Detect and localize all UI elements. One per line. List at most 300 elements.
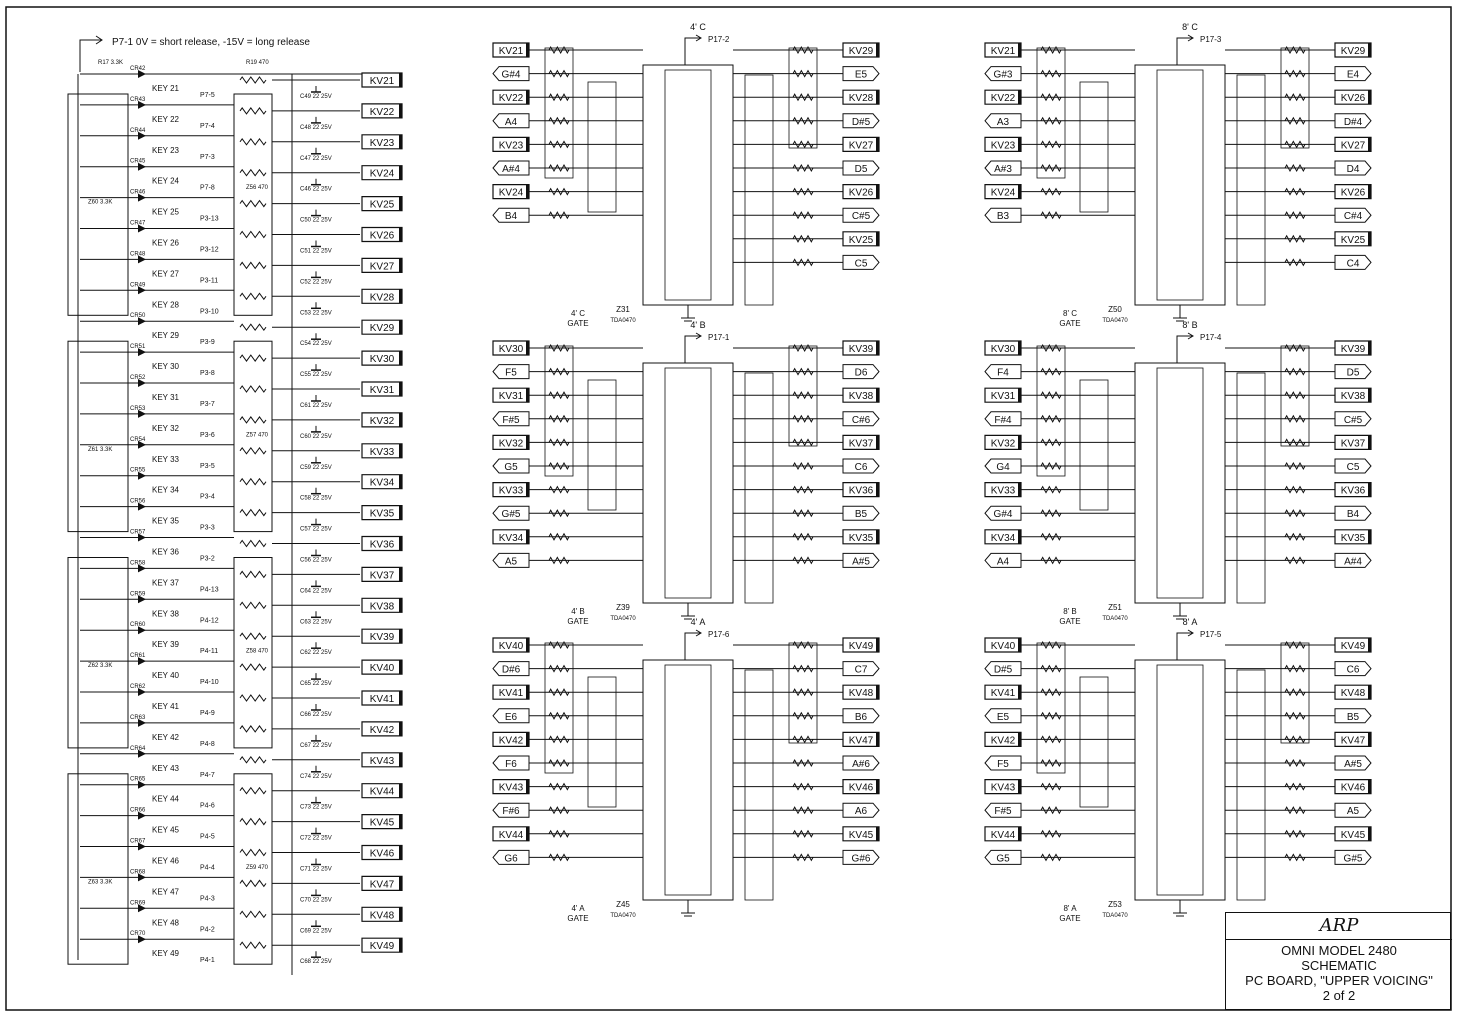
tag-label: G5 <box>996 853 1010 865</box>
output-tag <box>843 90 879 104</box>
cap-label: C53 22 25V <box>300 310 332 317</box>
resistor <box>793 141 813 147</box>
tag-bar <box>876 483 879 497</box>
input-tag <box>493 388 529 402</box>
ic-label: Z53 <box>1108 900 1122 909</box>
diode-label: CR59 <box>130 591 146 598</box>
output-tag <box>843 232 879 246</box>
key-label: KEY 24 <box>152 176 179 186</box>
tag-label: F5 <box>505 367 517 379</box>
tag-label: C7 <box>854 664 868 676</box>
tag-bar <box>1018 732 1021 746</box>
tag-bar <box>876 185 879 199</box>
resistor <box>549 557 569 563</box>
tag-label: C#6 <box>851 414 871 426</box>
resistor <box>240 448 266 454</box>
output-tag <box>1335 850 1371 864</box>
output-tag <box>843 365 879 379</box>
resistor <box>549 212 569 218</box>
cap-label: C51 22 25V <box>300 248 332 255</box>
tag-bar <box>1018 435 1021 449</box>
tag-label: KV33 <box>990 485 1016 497</box>
key-label: KEY 44 <box>152 794 179 804</box>
tag-label: KV22 <box>990 93 1016 105</box>
tag-bar <box>399 228 402 242</box>
tag-bar <box>526 43 529 57</box>
tag-label: KV28 <box>848 93 874 105</box>
diode-label: CR54 <box>130 436 146 443</box>
tag-label: KV25 <box>369 199 395 211</box>
output-tag <box>843 756 879 770</box>
output-tag <box>1335 638 1371 652</box>
output-tag-kv46 <box>362 846 402 860</box>
output-tag <box>1335 208 1371 222</box>
resistor <box>793 118 813 124</box>
pin-label: P7-4 <box>200 122 215 130</box>
tag-bar <box>526 90 529 104</box>
tag-label: KV43 <box>990 782 1016 794</box>
input-tag <box>985 662 1021 676</box>
output-tag <box>1335 161 1371 175</box>
tag-bar <box>1368 732 1371 746</box>
diode-label: CR68 <box>130 869 146 876</box>
tag-label: KV29 <box>848 46 874 57</box>
tag-label: G#5 <box>501 509 521 521</box>
tag-label: KV47 <box>1340 735 1366 747</box>
cap-label: C67 22 25V <box>300 742 332 749</box>
cap-label: C74 22 25V <box>300 773 332 780</box>
resistor <box>1285 141 1305 147</box>
tag-label: KV39 <box>1340 344 1366 355</box>
ic-part: TDA0470 <box>610 913 636 919</box>
resistor <box>793 236 813 242</box>
tag-label: KV41 <box>498 688 524 700</box>
resistor <box>549 760 569 766</box>
resistor <box>1285 212 1305 218</box>
tag-label: A3 <box>996 116 1010 128</box>
resistor <box>240 633 266 639</box>
resistor <box>1285 534 1305 540</box>
key-label: KEY 46 <box>152 856 179 866</box>
resistor <box>1041 487 1061 493</box>
resistor <box>1285 487 1305 493</box>
output-tag-kv42 <box>362 722 402 736</box>
key-label: KEY 22 <box>152 114 179 124</box>
tag-bar <box>1368 827 1371 841</box>
tag-bar <box>399 351 402 365</box>
tag-label: KV23 <box>990 140 1016 152</box>
tag-label: KV46 <box>848 782 874 794</box>
tag-label: KV41 <box>990 688 1016 700</box>
input-tag <box>493 114 529 128</box>
resistor <box>1041 416 1061 422</box>
cap-label: C50 22 25V <box>300 217 332 224</box>
resistor-pack-right2 <box>745 373 773 603</box>
output-tag <box>1335 553 1371 567</box>
resistor <box>549 392 569 398</box>
block-title: 8' C <box>1182 22 1198 32</box>
output-tag-kv25 <box>362 197 402 211</box>
diode-label: CR70 <box>130 931 146 938</box>
network-res-label: Z60 3.3K <box>88 199 113 206</box>
resistor <box>1041 71 1061 77</box>
output-tag <box>1335 459 1371 473</box>
resistor <box>1285 689 1305 695</box>
key-label: KEY 45 <box>152 825 179 835</box>
output-tag-kv41 <box>362 691 402 705</box>
voicing-block-4c <box>493 22 879 328</box>
tag-bar <box>526 732 529 746</box>
tag-label: KV49 <box>1340 641 1366 652</box>
resistor <box>793 416 813 422</box>
output-tag <box>843 780 879 794</box>
tag-label: KV39 <box>848 344 874 355</box>
ic-part: TDA0470 <box>1102 318 1128 324</box>
resistor-pack-left <box>1037 346 1065 476</box>
tag-bar <box>1368 685 1371 699</box>
block-title: 4' A <box>690 617 706 627</box>
cap-label: C64 22 25V <box>300 588 332 595</box>
tag-bar <box>399 382 402 396</box>
diode-label: CR45 <box>130 158 146 165</box>
cap-label: C57 22 25V <box>300 526 332 533</box>
tag-label: F#5 <box>502 414 520 426</box>
tag-label: A#5 <box>852 556 870 568</box>
tag-bar <box>399 197 402 211</box>
tag-bar <box>399 691 402 705</box>
input-tag <box>493 685 529 699</box>
block-title: 8' B <box>1182 320 1198 330</box>
tag-label: A#5 <box>1344 759 1362 770</box>
tag-bar <box>876 341 879 355</box>
tag-bar <box>1018 90 1021 104</box>
pin-label: P3-5 <box>200 462 215 470</box>
tag-label: D#5 <box>993 664 1013 676</box>
diode-label: CR65 <box>130 776 146 783</box>
tag-bar <box>399 598 402 612</box>
tag-label: KV41 <box>369 694 395 705</box>
tag-label: F#5 <box>994 806 1012 818</box>
key-label: KEY 30 <box>152 362 179 372</box>
tag-bar <box>526 780 529 794</box>
output-tag <box>1335 662 1371 676</box>
network-label: Z57 470 <box>246 432 269 439</box>
resistor <box>1041 713 1061 719</box>
ic-label: Z45 <box>616 900 630 909</box>
output-arrow <box>685 35 701 65</box>
cap-label: C70 22 25V <box>300 897 332 904</box>
resistor <box>240 170 266 176</box>
tag-label: KV44 <box>990 829 1016 841</box>
voicing-block-4a <box>493 617 879 923</box>
resistor <box>549 416 569 422</box>
r17-label: R17 3.3K <box>98 60 124 66</box>
tag-label: KV40 <box>990 641 1016 652</box>
output-tag <box>1335 185 1371 199</box>
output-tag <box>1335 90 1371 104</box>
output-tag-kv22 <box>362 104 402 118</box>
r19-label: R19 470 <box>246 60 269 66</box>
cap-label: C59 22 25V <box>300 464 332 471</box>
output-tag <box>843 483 879 497</box>
key-label: KEY 38 <box>152 609 179 619</box>
resistor <box>793 212 813 218</box>
output-tag <box>1335 435 1371 449</box>
tag-bar <box>399 537 402 551</box>
release-note: P7-1 0V = short release, -15V = long release <box>112 37 310 48</box>
tag-label: KV30 <box>990 344 1016 355</box>
tag-label: F#4 <box>994 414 1012 426</box>
diode-label: CR48 <box>130 251 146 258</box>
cap-label: C73 22 25V <box>300 804 332 811</box>
resistor <box>793 487 813 493</box>
input-tag <box>493 662 529 676</box>
output-tag-kv31 <box>362 382 402 396</box>
output-tag-kv24 <box>362 166 402 180</box>
tag-bar <box>399 135 402 149</box>
gate-label: GATE <box>1059 319 1081 328</box>
tag-label: KV24 <box>498 187 524 199</box>
output-tag-kv44 <box>362 784 402 798</box>
output-tag <box>843 412 879 426</box>
tag-bar <box>1368 341 1371 355</box>
resistor-pack-mid <box>1080 82 1108 212</box>
tag-bar <box>399 722 402 736</box>
tag-bar <box>1018 388 1021 402</box>
input-tag <box>985 506 1021 520</box>
resistor <box>1285 118 1305 124</box>
tag-label: KV28 <box>369 292 395 304</box>
output-tag-kv32 <box>362 413 402 427</box>
gate-label: 8' B <box>1063 607 1077 616</box>
tag-label: F#6 <box>502 806 520 818</box>
resistor <box>240 571 266 577</box>
resistor <box>793 854 813 860</box>
output-tag <box>1335 255 1371 269</box>
pin-label: P4-3 <box>200 895 215 903</box>
tag-label: KV32 <box>498 438 524 450</box>
output-tag-kv29 <box>362 320 402 334</box>
gate-label: GATE <box>1059 914 1081 923</box>
tag-label: KV43 <box>498 782 524 794</box>
tag-label: B3 <box>996 211 1010 223</box>
block-title: 4' C <box>690 22 706 32</box>
gate-ic-body <box>1135 660 1225 900</box>
resistor <box>793 392 813 398</box>
pin-label: P3-10 <box>200 308 219 316</box>
resistor <box>549 94 569 100</box>
tag-bar <box>876 435 879 449</box>
cap-label: C68 22 25V <box>300 959 332 966</box>
resistor <box>240 232 266 238</box>
tag-label: C5 <box>1346 462 1360 473</box>
tag-bar <box>876 638 879 652</box>
resistor <box>1285 807 1305 813</box>
tag-label: KV45 <box>1340 829 1366 841</box>
input-tag <box>493 756 529 770</box>
input-tag <box>985 114 1021 128</box>
block-title: 8' A <box>1182 617 1198 627</box>
output-tag <box>1335 732 1371 746</box>
resistor <box>549 784 569 790</box>
resistor-pack-left <box>545 346 573 476</box>
tag-bar <box>526 638 529 652</box>
resistor <box>1285 557 1305 563</box>
output-tag-kv36 <box>362 537 402 551</box>
key-label: KEY 23 <box>152 145 179 155</box>
tag-label: KV25 <box>1340 234 1366 246</box>
tag-label: KV49 <box>848 641 874 652</box>
key-label: KEY 42 <box>152 732 179 742</box>
resistor-network-pack <box>234 94 272 315</box>
resistor <box>549 534 569 540</box>
resistor <box>1285 189 1305 195</box>
tag-label: KV47 <box>369 879 395 891</box>
tag-label: KV37 <box>848 438 874 450</box>
tag-label: D5 <box>854 164 868 175</box>
network-label: Z59 470 <box>246 865 269 872</box>
resistor <box>240 262 266 268</box>
cap-label: C48 22 25V <box>300 124 332 131</box>
output-tag <box>843 732 879 746</box>
resistor <box>793 165 813 171</box>
key-label: KEY 39 <box>152 640 179 650</box>
tag-label: B5 <box>854 509 868 521</box>
input-tag <box>985 208 1021 222</box>
tag-label: KV33 <box>498 485 524 497</box>
output-tag <box>1335 341 1371 355</box>
gate-label: 8' A <box>1063 904 1077 913</box>
tag-bar <box>399 289 402 303</box>
tag-bar <box>1368 232 1371 246</box>
output-tag <box>843 709 879 723</box>
tag-bar <box>876 43 879 57</box>
input-tag <box>493 67 529 81</box>
resistor-pack-right2 <box>1237 373 1265 603</box>
network-res-label: Z61 3.3K <box>88 446 113 453</box>
resistor <box>1285 736 1305 742</box>
pin-label: P4-11 <box>200 648 219 656</box>
input-tag <box>493 638 529 652</box>
resistor <box>549 118 569 124</box>
network-res-label: Z63 3.3K <box>88 879 113 886</box>
output-tag <box>843 459 879 473</box>
tag-label: KV26 <box>848 187 874 199</box>
tag-label: A6 <box>854 806 868 818</box>
cap-label: C72 22 25V <box>300 835 332 842</box>
resistor <box>240 726 266 732</box>
resistor-pack-right2 <box>745 75 773 305</box>
gate-ic-inner <box>665 70 711 300</box>
block-output-pin: P17-1 <box>708 333 730 342</box>
output-tag <box>1335 530 1371 544</box>
tag-bar <box>1018 638 1021 652</box>
cap-label: C66 22 25V <box>300 712 332 718</box>
resistor <box>1285 236 1305 242</box>
tag-label: A#3 <box>994 164 1012 175</box>
cap-label: C49 22 25V <box>300 94 332 100</box>
pin-label: P4-9 <box>200 710 215 717</box>
diode-label: CR42 <box>130 66 146 72</box>
output-tag <box>1335 709 1371 723</box>
tag-label: KV48 <box>1340 688 1366 700</box>
diode-label: CR61 <box>130 653 146 660</box>
tag-bar <box>1368 780 1371 794</box>
tag-label: KV42 <box>369 724 395 736</box>
input-tag <box>493 412 529 426</box>
gate-label: 4' A <box>571 904 585 913</box>
tag-label: KV27 <box>848 140 874 152</box>
resistor <box>1285 439 1305 445</box>
tag-label: KV35 <box>848 532 874 544</box>
pin-label: P4-12 <box>200 617 219 625</box>
output-tag <box>843 685 879 699</box>
diode-label: CR51 <box>130 344 146 351</box>
resistor <box>549 831 569 837</box>
tag-bar <box>526 483 529 497</box>
resistor <box>240 819 266 825</box>
tag-bar <box>399 784 402 798</box>
gate-label: GATE <box>567 914 589 923</box>
tag-bar <box>399 846 402 860</box>
input-tag <box>493 780 529 794</box>
tag-bar <box>399 753 402 767</box>
resistor <box>549 736 569 742</box>
tag-bar <box>1368 388 1371 402</box>
diode-label: CR55 <box>130 467 146 474</box>
input-tag <box>493 553 529 567</box>
input-tag <box>985 412 1021 426</box>
resistor-pack-mid <box>1080 677 1108 807</box>
output-arrow <box>1177 35 1193 65</box>
tag-label: KV48 <box>369 910 395 922</box>
output-tag <box>1335 827 1371 841</box>
diode-label: CR58 <box>130 560 146 567</box>
resistor <box>549 189 569 195</box>
tag-bar <box>1368 638 1371 652</box>
key-label: KEY 37 <box>152 578 179 588</box>
resistor <box>1041 189 1061 195</box>
title-sheet: 2 of 2 <box>1322 988 1356 1003</box>
resistor <box>1285 510 1305 516</box>
tag-label: E6 <box>504 711 518 723</box>
tag-bar <box>876 685 879 699</box>
input-tag <box>985 685 1021 699</box>
tag-label: D#4 <box>1343 116 1363 128</box>
output-tag-kv48 <box>362 907 402 921</box>
resistor <box>549 807 569 813</box>
resistor <box>793 831 813 837</box>
pin-label: P3-9 <box>200 339 215 347</box>
resistor-pack-right2 <box>1237 670 1265 900</box>
output-tag-kv49 <box>362 938 402 952</box>
gate-label: 4' B <box>571 607 585 616</box>
tag-label: G4 <box>996 462 1010 473</box>
tag-bar <box>399 938 402 952</box>
tag-bar <box>876 827 879 841</box>
diode-label: CR44 <box>130 127 146 134</box>
pin-label: P3-7 <box>200 401 215 408</box>
resistor <box>1041 510 1061 516</box>
output-tag-kv27 <box>362 258 402 272</box>
input-tag <box>985 756 1021 770</box>
tag-label: KV36 <box>369 539 395 551</box>
tag-bar <box>399 320 402 334</box>
tag-bar <box>876 530 879 544</box>
resistor <box>793 189 813 195</box>
tag-label: G#4 <box>501 69 521 81</box>
diode-label: CR49 <box>130 282 146 289</box>
